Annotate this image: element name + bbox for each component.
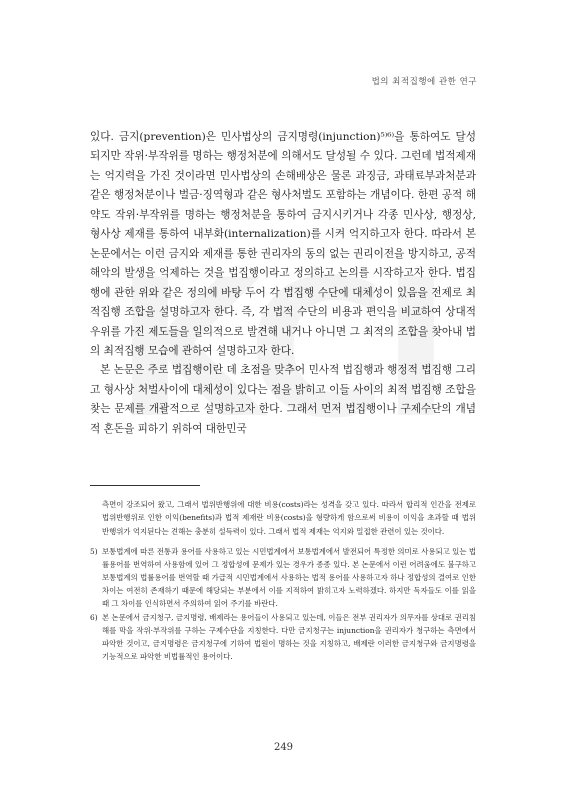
body-text bbox=[90, 128, 476, 439]
footnote-number: 6) bbox=[90, 612, 98, 622]
footnote-continuation: 측면이 강조되어 왔고, 그래서 법위반행위에 대한 비용(costs)라는 성격을 갖고 있다. 따라서 합리적 인간을 전제로 법위반행위로 인한 이익(benefits)과 법적 제재란 비용(costs)을 형량하게 함으로써 비용이 이익을 초과할 때 법위반행위가 억지된다는 견해는 충분히 설득력이 있다. 그래서 법적 제재는 억지와 밀접한 관련이 있는 것이다. bbox=[102, 500, 476, 536]
footnotes bbox=[90, 491, 476, 663]
body-paragraph-1: 있다. 금지(prevention)은 민사법상의 금지명령(injunction)⁵⁾⁶⁾을 통하여도 달성되지만 작위·부작위를 명하는 행정처분에 의해서도 달성될 수 있다. 그런데 법적제재는 억지력을 가진 것이라면 민사법상의 손해배상은 물론 과징금, 과태료부과처분과 같은 행정처분이나 벌금·징역형과 같은 형사처벌도 포함하는 개념이다. 한편 공적 해약도 작위·부작위를 명하는 행정처분을 통하여 금지시키거나 각종 민사상, 행정상, 형사상 제재를 통하여 내부화(internalization)를 시켜 억지하고자 한다. 따라서 본 논문에서는 이런 금지와 제재를 통한 권리자의 동의 없는 권리이전을 방지하고, 공적 해악의 발생을 억제하는 것을 법집행이라고 정의하고 논의를 시작하고자 한다. 법집행에 관한 위와 같은 정의에 바탕 두어 각 법집행 수단에 대체성이 있음을 전제로 최적집행 조합을 설명하고자 한다. 즉, 각 법적 수단의 비용과 편익을 비교하여 상대적 우위를 가진 제도들을 일의적으로 발견해 내거나 아니면 그 최적의 조합을 찾아내 법의 최적집행 모습에 관하여 설명하고자 한다. bbox=[90, 131, 476, 357]
footnote-text: 본 논문에서 금지청구, 금지명령, 배제라는 용어들이 사용되고 있는데, 이들은 전부 권리자가 의무자를 상대로 권리침해를 막을 작위·부작위를 구하는 구제수단을 지칭한다. 다만 금지청구는 injunction을 권리자가 청구하는 측면에서 파악한 것이고, 금지명령은 금지청구에 기하여 법원이 명하는 것을 지칭하고, 배제란 이러한 금지청구와 금지명령을 기능적으로 파악한 비법률적인 용어이다. bbox=[102, 612, 476, 661]
footnote-number: 5) bbox=[90, 547, 98, 557]
footnote-5 bbox=[90, 545, 476, 610]
page-number: 249 bbox=[273, 742, 294, 753]
running-head: 법의 최적집행에 관한 연구 bbox=[371, 77, 477, 87]
body-paragraph-2: 본 논문은 주로 법집행이란 데 초점을 맞추어 민사적 법집행과 행정적 법집행 그리고 형사상 처벌사이에 대체성이 있다는 점을 밝히고 이들 사이의 최적 법집행 조합을 찾는 문제를 개괄적으로 설명하고자 한다. 그래서 먼저 법집행이나 구제수단의 개념적 혼돈을 피하기 위하여 대한민국 bbox=[90, 364, 476, 435]
footnote-6 bbox=[90, 611, 476, 663]
footnote-divider bbox=[90, 485, 200, 486]
footnote-text: 보통법계에 따른 전통과 용어를 사용하고 있는 시민법계에서 보통법계에서 발전되어 특정한 의미로 사용되고 있는 법률용어를 번역하여 사용함에 있어 그 정합성에 문제가 있는 경우가 종종 있다. 본 논문에서 이런 어려움에도 불구하고 보통법계의 법률용어를 번역할 때 가급적 시민법계에서 사용하는 법적 용어를 사용하고자 하나 정합성의 결여로 인한 차이는 여전히 존재하기 때문에 해당되는 부분에서 이를 지적하여 밝히고자 노력하겠다. 하지만 독자들도 이를 읽을 때 그 차이를 인식하면서 주의하여 읽어 주기를 바란다. bbox=[102, 547, 476, 609]
